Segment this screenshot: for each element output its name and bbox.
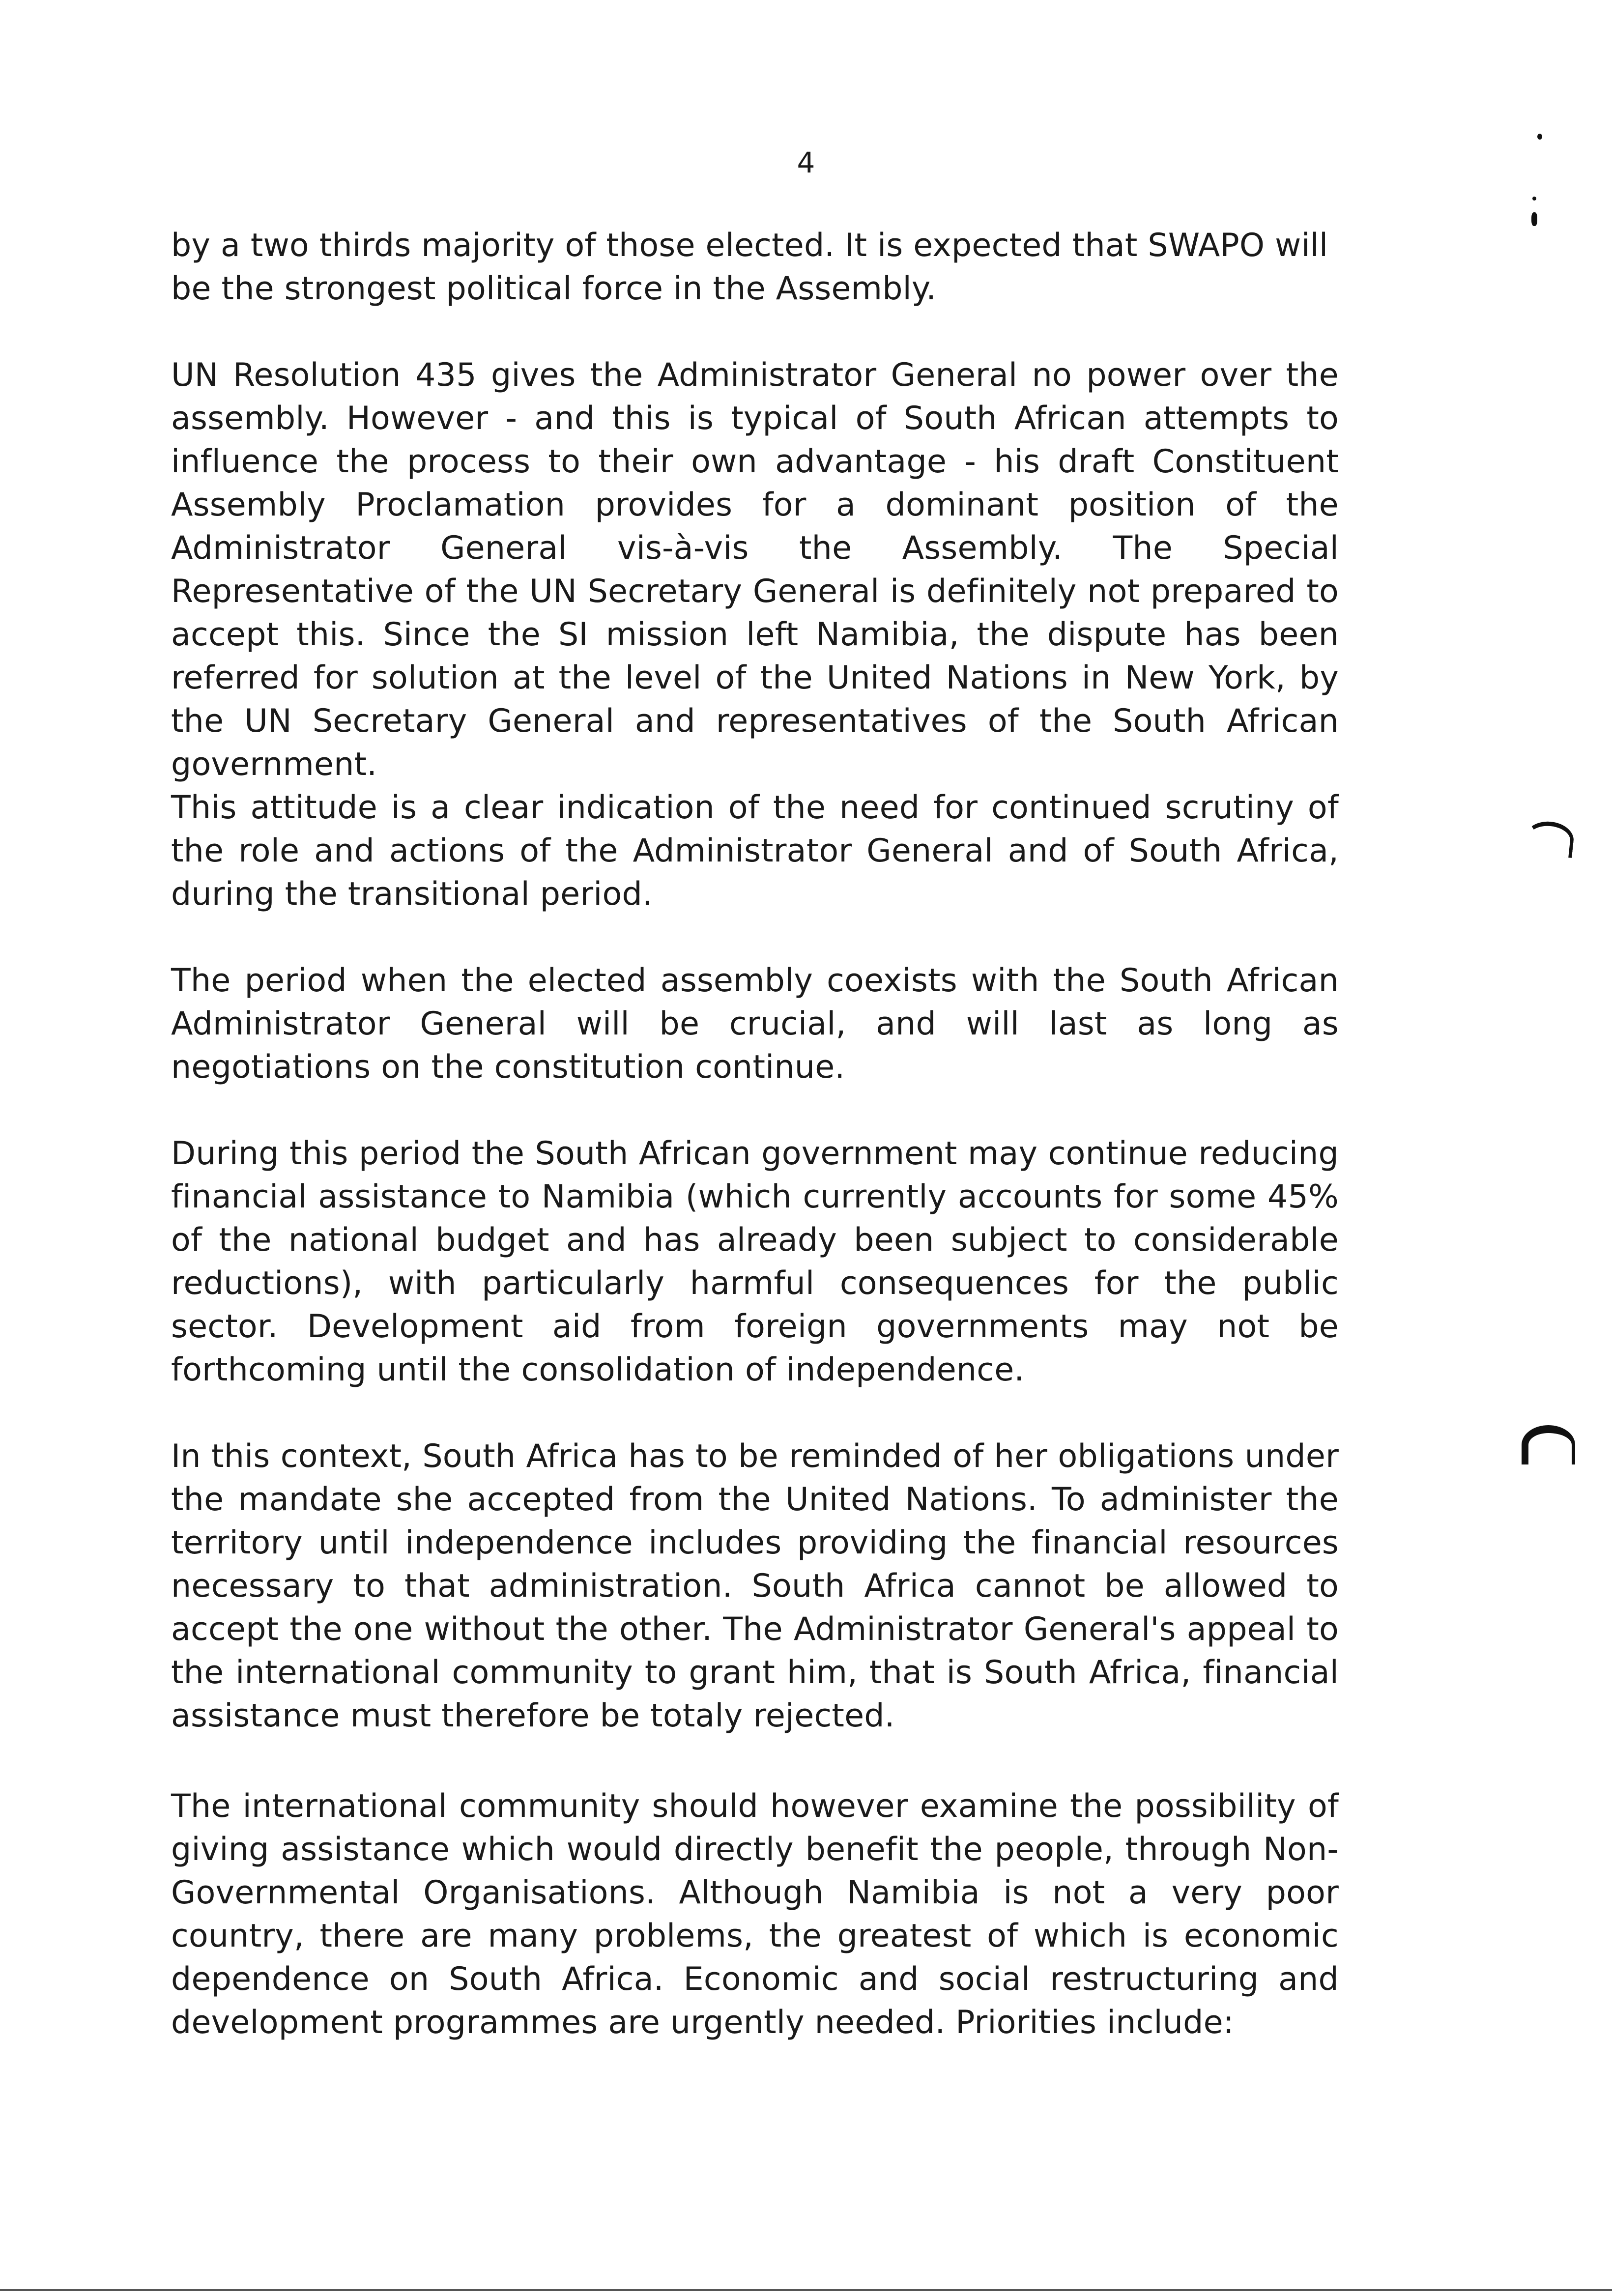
paragraph-1 <box>171 224 1339 311</box>
scan-speck <box>1531 212 1537 226</box>
punch-hole-mark <box>1522 1425 1575 1464</box>
paragraph-text: In this context, South Africa has to be reminded of her obligations under the mandate she accepted from the United Nations. To administer the territory until independence includes providing the financial resources necessary to that administration. South Africa cannot be allowed to accept the one without the other. The Administrator General's appeal to the international community to grant him, that is South Africa, financial assistance must therefore be totaly rejected. <box>171 1438 1339 1734</box>
paragraph-7 <box>171 1785 1339 2044</box>
paragraph-6 <box>171 1435 1339 1738</box>
scan-speck <box>1537 134 1542 140</box>
paragraph-4 <box>171 959 1339 1089</box>
page-number: 4 <box>797 146 815 179</box>
paragraph-text: UN Resolution 435 gives the Administrator General no power over the assembly. However - and this is typical of South African attempts to influence the process to their own advantage - his draft Constituent Assembly Proclamation provides for a dominant position of the Administrator General vis-à-vis the Assembly. The Special Representative of the UN Secretary General is definitely not prepared to accept this. Since the SI mission left Namibia, the dispute has been referred for solution at the level of the United Nations in New York, by the UN Secretary General and representatives of the South African government. <box>171 357 1339 783</box>
paragraph-text: This attitude is a clear indication of the need for continued scrutiny of the role and actions of the Administrator General and of South Africa, during the transitional period. <box>171 789 1339 913</box>
paragraph-3 <box>171 786 1339 916</box>
paragraph-text: by a two thirds majority of those elected. It is expected that SWAPO will be the strongest political force in the Assembly. <box>171 227 1328 307</box>
paragraph-text: The period when the elected assembly coexists with the South African Administrator General will be crucial, and will last as long as negotiations on the constitution continue. <box>171 962 1339 1086</box>
paragraph-text: During this period the South African government may continue reducing financial assistance to Namibia (which currently accounts for some 45% of the national budget and has already been subject to considerable reductions), with particularly harmful consequences for the public sector. Development aid from foreign governments may not be forthcoming until the consolidation of independence. <box>171 1135 1339 1388</box>
paragraph-5 <box>171 1132 1339 1392</box>
punch-hole-mark <box>1524 819 1576 858</box>
paragraph-text: The international community should however examine the possibility of giving assistance which would directly benefit the people, through Non-Governmental Organisations. Although Namibia is not a very poor country, there are many problems, the greatest of which is economic dependence on South Africa. Economic and social restructuring and development programmes are urgently needed. Priorities include: <box>171 1788 1339 2041</box>
scan-speck <box>1532 197 1536 201</box>
paragraph-2 <box>171 354 1339 786</box>
scan-edge-line <box>0 2289 1612 2291</box>
